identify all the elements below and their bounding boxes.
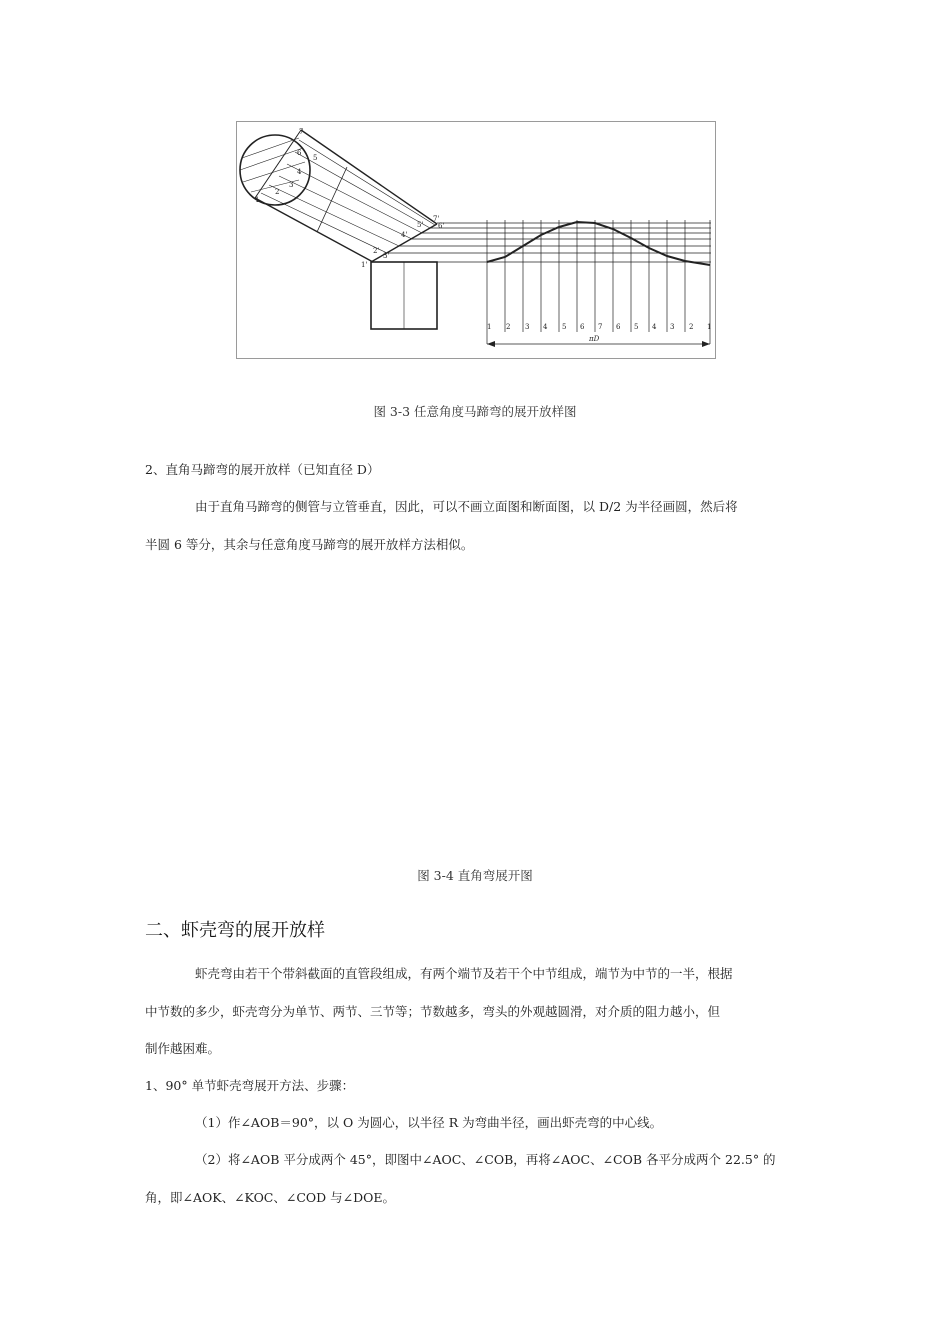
bottom-num-4b: 4 [652, 323, 657, 331]
label-1p: 1' [361, 261, 368, 269]
bottom-num-5b: 5 [634, 323, 639, 331]
label-3p: 3' [383, 252, 390, 260]
step-2-line-1: （2）将∠AOB 平分成两个 45°，即图中∠AOC、∠COB，再将∠AOC、∠COB 各平分成两个 22.5° 的 [195, 1152, 776, 1167]
section-2-para-line-2: 半圆 6 等分，其余与任意角度马蹄弯的展开放样方法相似。 [145, 537, 474, 552]
pipe-edge-bottom [255, 198, 373, 262]
bottom-num-2b: 2 [689, 323, 694, 331]
label-seq-3: 3 [289, 181, 294, 189]
step-1: （1）作∠AOB＝90°，以 O 为圆心，以半径 R 为弯曲半径，画出虾壳弯的中心线。 [195, 1115, 663, 1130]
chapter-para-line-2: 中节数的多少，虾壳弯分为单节、两节、三节等；节数越多，弯头的外观越圆滑，对介质的阻力越小，但 [145, 1004, 721, 1019]
development-curve [487, 222, 710, 265]
label-7p: 7' [433, 215, 440, 223]
section-2-title: 2、直角马蹄弯的展开放样（已知直径 D） [145, 462, 380, 477]
section-2-para-line-1: 由于直角马蹄弯的侧管与立管垂直，因此，可以不画立面图和断面图，以 D/2 为半径画圆，然后将 [195, 499, 738, 514]
label-seq-1: 1 [255, 196, 260, 204]
bottom-num-3b: 3 [670, 323, 675, 331]
step-2-line-2: 角，即∠AOK、∠KOC、∠COD 与∠DOE。 [145, 1190, 396, 1205]
label-seq-2: 2 [275, 188, 280, 196]
figure-3-3-caption: 图 3-3 任意角度马蹄弯的展开放样图 [373, 404, 577, 419]
chapter-para-line-1: 虾壳弯由若干个带斜截面的直管段组成，有两个端节及若干个中节组成，端节为中节的一半，根据 [195, 966, 733, 981]
label-seq-6: 6 [297, 149, 302, 157]
label-5p: 5' [417, 221, 424, 229]
label-seq-4: 4 [297, 168, 302, 176]
development-drawing [237, 122, 715, 358]
dimension-label: πD [589, 335, 600, 343]
bottom-num-1: 1 [487, 323, 492, 331]
label-4p: 4' [401, 231, 408, 239]
chapter-para-line-3: 制作越困难。 [145, 1041, 221, 1056]
chapter-heading: 二、虾壳弯的展开放样 [145, 920, 325, 941]
bottom-num-7: 7 [598, 323, 603, 331]
bottom-num-6b: 6 [616, 323, 621, 331]
bottom-num-3: 3 [525, 323, 530, 331]
bottom-num-4: 4 [543, 323, 548, 331]
subsection-1-title: 1、90° 单节虾壳弯展开方法、步骤： [145, 1078, 355, 1093]
label-seq-5: 5 [313, 154, 318, 162]
figure-3-3 [236, 121, 716, 359]
bottom-num-1b: 1 [707, 323, 712, 331]
bottom-num-6: 6 [580, 323, 585, 331]
label-6p: 6' [438, 222, 445, 230]
label-seq-7: 7 [299, 128, 304, 136]
figure-3-4-caption: 图 3-4 直角弯展开图 [417, 868, 533, 883]
bottom-num-2: 2 [506, 323, 511, 331]
label-2p: 2' [373, 247, 380, 255]
bottom-num-5: 5 [562, 323, 567, 331]
